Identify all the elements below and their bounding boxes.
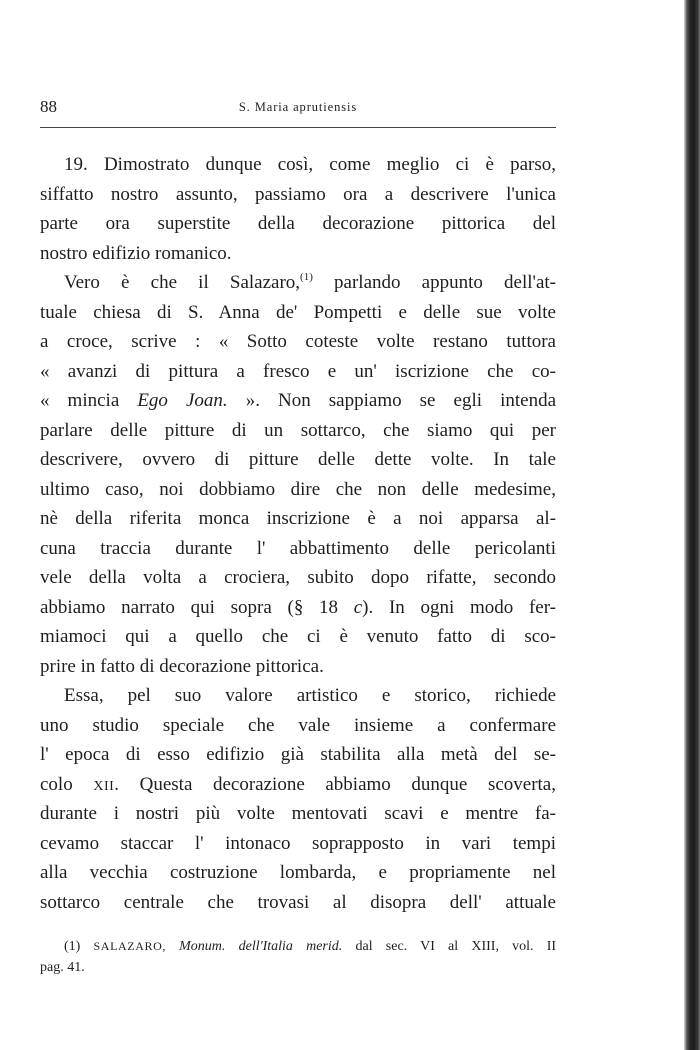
text-segment: . Questa decorazione abbiamo dunque scoverta, [114,773,556,795]
text-line: ultimo caso, noi dobbiamo dire che non delle medesime, [40,478,556,500]
footnote-text: dal sec. VI al XIII, vol. II [355,939,557,954]
footnote [40,935,556,979]
text-segment: ». Non sappiamo se egli intenda [227,390,556,411]
text-line [40,593,556,623]
text-segment: ). In ogni modo fer- [362,596,556,618]
text-line [40,268,556,298]
text-segment: abbiamo narrato qui sopra (§ 18 [40,596,354,618]
section-letter: c [353,596,363,618]
text-line: l' epoca di esso edifizio già stabilita alla metà del se- [40,744,556,765]
footnote-line [40,935,556,957]
text-line: prire in fatto di decorazione pittorica. [40,655,324,677]
text-line: uno studio speciale che vale insieme a confermare [40,714,556,736]
text-line: descrivere, ovvero di pitture delle dette volte. In tale [40,449,556,470]
text-line: alla vecchia costruzione lombarda, e propriamente nel [40,862,556,883]
text-line: parlare delle pitture di un sottarco, che siamo qui per [40,419,556,441]
text-line: nostro edifizio romanico. [40,242,232,264]
text-line: a croce, scrive : « Sotto coteste volte restano tuttora [40,331,556,352]
text-segment: colo [40,773,94,795]
page-number: 88 [40,97,57,116]
text-line: miamoci qui a quello che ci è venuto fatto di sco- [40,626,556,647]
scan-edge-shadow [684,0,700,1050]
text-line [40,770,556,800]
text-line: 19. Dimostrato dunque così, come meglio ci è parso, [64,154,556,175]
text-line: siffatto nostro assunto, passiamo ora a descrivere l'unica [40,183,556,205]
text-line: durante i nostri più volte mentovati scavi e mentre fa- [40,803,556,824]
text-segment: parlando appunto dell'at- [312,272,557,293]
text-line: tuale chiesa di S. Anna de' Pompetti e delle sue volte [40,301,556,323]
text-line: vele della volta a crociera, subito dopo rifatte, secondo [40,567,556,588]
text-line: sottarco centrale che trovasi al disopra dell' attuale [40,891,556,913]
text-line: Essa, pel suo valore artistico e storico, richiede [64,685,556,706]
body-text [40,150,556,917]
text-segment: « mincia [40,390,138,411]
running-title: S. Maria aprutiensis [238,100,358,114]
header-rule [40,127,556,128]
footnote-work-title: Monum. dell'Italia merid. [179,939,343,954]
footnote-author: SALAZARO, [93,939,166,953]
quoted-inscription: Ego Joan. [137,390,228,411]
page-header [40,95,556,119]
text-line: nè della riferita monca inscrizione è a noi apparsa al- [40,508,556,529]
footnote-number: (1) [64,939,81,954]
footnote-line: pag. 41. [40,960,85,975]
century-numeral: XII [93,778,115,794]
text-segment: Vero è che il Salazaro, [64,272,301,293]
text-line: « avanzi di pittura a fresco e un' iscrizione che co- [40,360,556,382]
text-line: cuna traccia durante l' abbattimento delle pericolanti [40,537,556,559]
text-line [40,386,556,416]
footnote-reference: (1) [300,271,313,283]
text-line: parte ora superstite della decorazione pittorica del [40,213,556,234]
text-line: cevamo staccar l' intonaco soprapposto in vari tempi [40,832,556,854]
